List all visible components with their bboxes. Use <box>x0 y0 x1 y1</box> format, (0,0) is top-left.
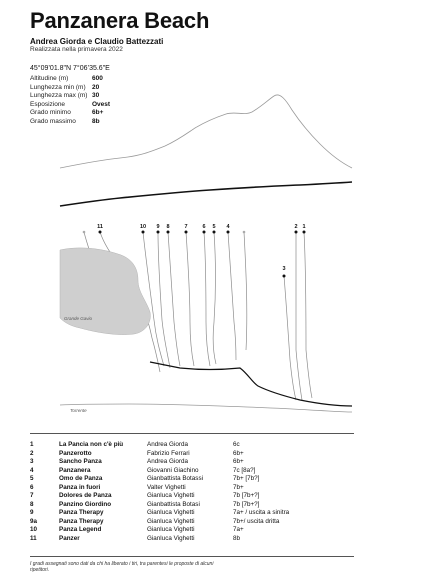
route-number-10: 10 <box>139 224 147 230</box>
table-row <box>30 509 289 518</box>
info-value: 30 <box>92 92 100 100</box>
route-line-4 <box>228 232 236 360</box>
route-number: 9a <box>30 517 38 525</box>
authors: Andrea Giorda e Claudio Battezzati <box>30 37 164 46</box>
route-number-4: 4 <box>226 224 230 230</box>
route-number: 5 <box>30 475 34 483</box>
crag-top-line <box>60 182 352 206</box>
route-line-3 <box>284 276 296 400</box>
route-number-5: 5 <box>212 224 216 230</box>
route-dot-2 <box>295 231 298 234</box>
table-row <box>30 467 289 476</box>
route-dot-5 <box>213 231 216 234</box>
info-value: 8b <box>92 117 100 125</box>
gps-coordinates: 45°09’01.8"N 7°06’35.6"E <box>30 65 110 72</box>
route-name: La Pancia non c'è più <box>59 441 124 448</box>
route-number: 10 <box>30 526 38 534</box>
route-grade: 7b [7b+?] <box>233 492 260 500</box>
route-number: 11 <box>30 535 37 543</box>
info-value: 20 <box>92 83 100 91</box>
route-number: 8 <box>30 500 34 508</box>
table-row <box>30 526 289 535</box>
route-line-6 <box>204 232 210 366</box>
route-line-8 <box>168 232 180 366</box>
route-dot-6 <box>203 231 206 234</box>
page-title: Panzanera Beach <box>30 8 210 33</box>
table-row <box>30 458 289 467</box>
route-number: 7 <box>30 492 34 500</box>
info-key: Grado massimo <box>30 117 76 125</box>
route-line-extra-right <box>244 232 247 350</box>
route-author: Gianluca Vighetti <box>147 526 195 534</box>
route-author: Gianluca Vighetti <box>147 509 195 517</box>
info-value: 600 <box>92 75 103 82</box>
route-name: Panzino Giordino <box>59 500 112 508</box>
info-key: Grado minimo <box>30 109 71 117</box>
route-name: Panzerotto <box>59 449 92 457</box>
table-row <box>30 484 289 493</box>
route-author: Fabrizio Ferrari <box>147 449 190 457</box>
route-line-9 <box>158 232 170 368</box>
route-dot-9 <box>157 231 160 234</box>
route-line-5 <box>213 232 216 364</box>
route-author: Giovanni Giachino <box>147 466 199 474</box>
route-number: 3 <box>30 458 34 466</box>
info-key: Lunghezza min (m) <box>30 83 86 91</box>
route-number-2: 2 <box>294 224 298 230</box>
route-grade: 7c [8a?] <box>233 466 256 474</box>
route-number-8: 8 <box>166 224 170 230</box>
route-number-6: 6 <box>202 224 206 230</box>
route-dot-7 <box>185 231 188 234</box>
route-name: Dolores de Panza <box>59 492 112 500</box>
table-row <box>30 535 289 544</box>
table-row <box>30 492 289 501</box>
route-number: 4 <box>30 466 34 474</box>
route-grade: 7b+ [7b?] <box>233 475 260 483</box>
route-grade: 7b+ <box>233 483 244 491</box>
table-row <box>30 450 289 459</box>
route-author: Gianluca Vighetti <box>147 492 195 500</box>
table-row <box>30 501 289 510</box>
route-number: 9 <box>30 509 34 517</box>
route-author: Andrea Giorda <box>147 441 188 448</box>
boulder-shape <box>60 248 150 335</box>
route-grade: 6c <box>233 441 240 448</box>
route-grade: 7a+ / uscita a sinitra <box>233 509 290 517</box>
route-author: Gianbattista Botassi <box>147 475 204 483</box>
route-dot-extra-right <box>243 231 246 234</box>
route-number: 2 <box>30 449 34 457</box>
route-grade: 7b+/ uscita dritta <box>233 517 280 525</box>
route-name: Panza Legend <box>59 526 102 534</box>
route-dot-3 <box>283 275 286 278</box>
route-number: 1 <box>30 441 34 448</box>
info-key: Esposizione <box>30 100 66 108</box>
route-author: Valter Vighetti <box>147 483 186 491</box>
route-author: Gianluca Vighetti <box>147 517 195 525</box>
mountain-outline <box>60 95 352 168</box>
info-key: Altitudine (m) <box>30 75 69 82</box>
route-author: Andrea Giorda <box>147 458 188 466</box>
divider-top <box>30 433 354 434</box>
route-grade: 6b+ <box>233 458 244 466</box>
route-dot-10 <box>142 231 145 234</box>
river-label: Torrente <box>70 408 87 413</box>
grades-note: I gradi assegnati sono dati da chi ha liberato i tiri, tra parentesi le proposte di alcuni ripetitori. <box>30 561 214 573</box>
route-name: Sancho Panza <box>59 458 102 466</box>
route-grade: 8b <box>233 535 241 543</box>
route-dot-extra-left <box>83 231 86 234</box>
route-dot-11 <box>99 231 102 234</box>
route-grade: 6b+ <box>233 449 244 457</box>
route-number-7: 7 <box>184 224 188 230</box>
route-grade: 7b [7b+?] <box>233 500 260 508</box>
table-row <box>30 518 289 527</box>
route-author: Gianbattista Botasi <box>147 500 200 508</box>
route-name: Panza Therapy <box>59 509 104 517</box>
route-dot-1 <box>303 231 306 234</box>
route-number-9: 9 <box>156 224 160 230</box>
route-name: Panza Therapy <box>59 517 104 525</box>
divider-bottom <box>30 556 354 557</box>
routes-table <box>30 441 289 544</box>
route-line-1 <box>304 232 312 398</box>
table-row <box>30 441 289 450</box>
route-name: Panza in fuori <box>59 483 101 491</box>
boulder-label: Grande Gavio <box>64 316 93 321</box>
route-name: Panzer <box>59 535 80 543</box>
table-row <box>30 475 289 484</box>
route-number: 6 <box>30 483 34 491</box>
route-name: Panzanera <box>59 466 91 474</box>
info-key: Lunghezza max (m) <box>30 92 88 100</box>
route-line-7 <box>186 232 194 366</box>
river-line <box>60 404 352 412</box>
route-dot-4 <box>227 231 230 234</box>
route-line-2 <box>296 232 302 400</box>
route-grade: 7a+ <box>233 526 244 534</box>
route-number-1: 1 <box>302 224 306 230</box>
creation-date: Realizzata nella primavera 2022 <box>30 46 123 53</box>
route-author: Gianluca Vighetti <box>147 535 195 543</box>
crag-base-line <box>150 362 352 406</box>
route-dot-8 <box>167 231 170 234</box>
info-value: 6b+ <box>92 109 104 117</box>
route-number-11: 11 <box>97 224 103 230</box>
route-name: Omo de Panza <box>59 475 103 483</box>
info-value: Ovest <box>92 100 111 108</box>
route-number-3: 3 <box>282 266 286 272</box>
